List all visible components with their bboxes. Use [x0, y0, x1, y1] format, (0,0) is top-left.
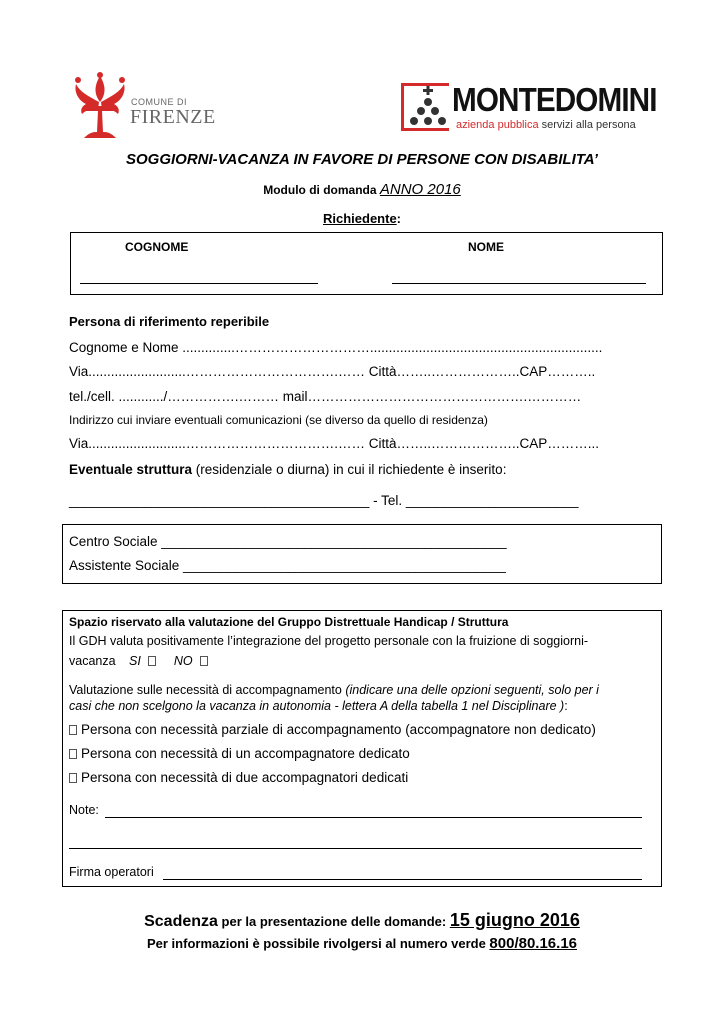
page-title: SOGGIORNI-VACANZA IN FAVORE DI PERSONE CON DISABILITA’: [126, 151, 598, 168]
montedomini-subtitle: [456, 119, 636, 131]
scadenza-date: 15 giugno 2016: [449, 910, 580, 930]
tel-mail-field[interactable]: tel./cell. ............/…………….……… mail………………………………………….…………: [69, 389, 582, 404]
montedomini-name: MONTEDOMINI: [452, 81, 657, 118]
nome-label: NOME: [468, 240, 504, 254]
no-label: NO: [173, 654, 193, 668]
phone-number: 800/80.16.16: [489, 935, 578, 952]
si-label: SI: [129, 654, 141, 668]
indirizzo-note: Indirizzo cui inviare eventuali comunicazioni (se diverso da quello di residenza): [69, 413, 488, 427]
modulo-year: ANNO 2016: [379, 181, 461, 198]
note-field[interactable]: [105, 817, 642, 818]
struttura-field[interactable]: ________________________________________ - Tel. _______________________: [69, 493, 579, 508]
comune-di-text: COMUNE DI: [131, 97, 187, 107]
necessita-line2: casi che non scelgono la vacanza in autonomia - lettera A della tabella 1 nel Disciplinare ):: [69, 699, 568, 713]
option-checkbox[interactable]: [69, 749, 77, 759]
option-row-1[interactable]: Persona con necessità parziale di accompagnamento (accompagnatore non dedicato): [69, 722, 596, 737]
si-checkbox[interactable]: [148, 656, 156, 666]
option-checkbox[interactable]: [69, 725, 77, 735]
cognome-nome-field[interactable]: Cognome e Nome ..............…………………………..............................................................: [69, 340, 603, 355]
necessita-line1: Valutazione sulle necessità di accompagnamento (indicare una delle opzioni seguenti, solo per i: [69, 683, 599, 697]
no-checkbox[interactable]: [200, 656, 208, 666]
cognome-label: COGNOME: [125, 240, 189, 254]
option-checkbox[interactable]: [69, 773, 77, 783]
gdh-line1: Il GDH valuta positivamente l’integrazione del progetto personale con la fruizione di soggiorni-: [69, 634, 589, 648]
giglio-icon: [72, 72, 128, 140]
firenze-text: FIRENZE: [130, 106, 216, 128]
cognome-field[interactable]: [80, 283, 318, 284]
struttura-label: Eventuale struttura (residenziale o diurna) in cui il richiedente è inserito:: [69, 462, 507, 477]
centro-box: [62, 524, 662, 584]
richiedente-heading: Richiedente:: [322, 211, 402, 226]
note-field-2[interactable]: [69, 848, 642, 849]
assistente-sociale-field[interactable]: Assistente Sociale ___________________________________________: [69, 558, 506, 573]
persona-heading: Persona di riferimento reperibile: [69, 314, 270, 329]
subtitle-a: azienda pubblica: [456, 119, 539, 131]
dots-cross-icon: [410, 86, 446, 130]
nome-field[interactable]: [392, 283, 646, 284]
info-line: Per informazioni è possibile rivolgersi al numero verde 800/80.16.16: [146, 935, 578, 952]
via-field[interactable]: Via..........................…………………………….…… Città……..………………..CAP………..: [69, 364, 596, 379]
via2-field[interactable]: Via..........................…………………………….…… Città……..………………..CAP………...: [69, 436, 600, 451]
firma-label: Firma operatori: [69, 865, 154, 879]
valutazione-heading: Spazio riservato alla valutazione del Gruppo Distrettuale Handicap / Struttura: [69, 615, 509, 629]
scadenza-line: Scadenza per la presentazione delle domande: 15 giugno 2016: [144, 910, 580, 930]
firma-field[interactable]: [163, 879, 642, 880]
gdh-line2: vacanza SI NO: [69, 654, 212, 668]
option-row-2[interactable]: Persona con necessità di un accompagnatore dedicato: [69, 746, 410, 761]
subtitle-b: servizi alla persona: [541, 119, 636, 131]
modulo-label: Modulo di domanda: [263, 183, 377, 197]
modulo-line: [0, 181, 724, 198]
note-label: Note:: [69, 803, 99, 817]
option-row-3[interactable]: Persona con necessità di due accompagnatori dedicati: [69, 770, 408, 785]
centro-sociale-field[interactable]: Centro Sociale ______________________________________________: [69, 534, 507, 549]
